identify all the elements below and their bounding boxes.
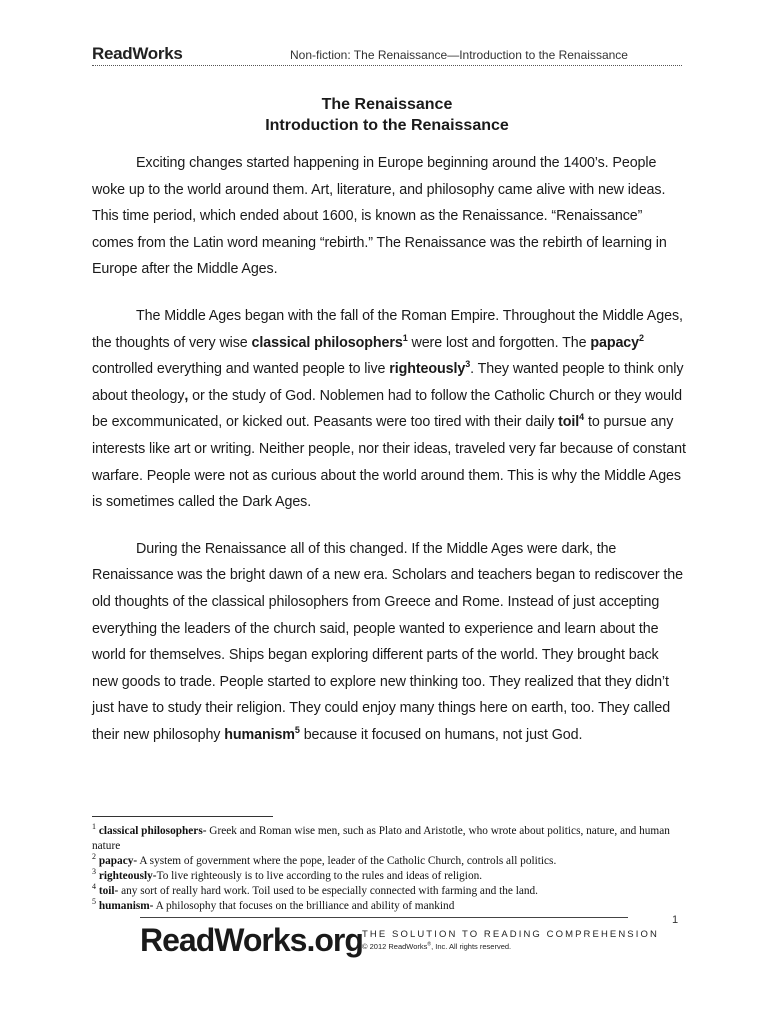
title-block bbox=[92, 94, 682, 136]
footnote-rule bbox=[92, 816, 273, 817]
footnotes bbox=[92, 824, 692, 914]
footer-rule bbox=[140, 917, 628, 918]
footnote-text: any sort of really hard work. Toil used to be especially connected with farming and the land. bbox=[118, 885, 538, 897]
glossary-term: , bbox=[184, 387, 189, 404]
paragraph-text: because it focused on humans, not just God. bbox=[299, 726, 583, 743]
paragraph-text: During the Renaissance all of this changed. If the Middle Ages were dark, the Renaissance was the bright dawn of a new era. Scholars and teachers began to rediscover the old thoughts of the classical philosophers from Greece and Rome. Instead of just accepting everything the leaders of the church said, people wanted to experience and learn about the world for themselves. Ships began exploring different parts of the world. They brought back new goods to trade. People started to explore new thinking too. They realized that they didn’t just have to study their religion. They could enjoy many things here on earth, too. They called their new philosophy bbox=[92, 540, 683, 743]
footnote bbox=[92, 899, 692, 914]
running-title: Non-fiction: The Renaissance—Introduction to the Renaissance bbox=[290, 48, 628, 62]
readworks-org-logo: ReadWorks.org bbox=[140, 922, 363, 958]
header-rule bbox=[92, 65, 682, 66]
footnote-text: A system of government where the pope, leader of the Catholic Church, controls all politics. bbox=[137, 855, 557, 867]
footnote bbox=[92, 884, 692, 899]
footnote-text: To live righteously is to live according to the rules and ideas of religion. bbox=[156, 870, 483, 882]
paragraph-text: were lost and forgotten. The bbox=[407, 334, 591, 351]
paragraph bbox=[92, 536, 686, 749]
footnote-number: 5 bbox=[92, 897, 96, 907]
glossary-term: classical philosophers bbox=[251, 334, 403, 351]
paragraph bbox=[92, 303, 686, 516]
footnote-number: 4 bbox=[92, 882, 96, 892]
glossary-term: humanism bbox=[224, 726, 295, 743]
registered-mark: ® bbox=[427, 941, 432, 948]
article-title: The Renaissance bbox=[321, 96, 453, 113]
paragraph bbox=[92, 150, 686, 283]
footnote-number: 3 bbox=[92, 867, 96, 877]
footnote-term: humanism- bbox=[98, 900, 154, 912]
footnote bbox=[92, 824, 692, 854]
glossary-term: papacy bbox=[590, 334, 639, 351]
footnote-number: 2 bbox=[92, 852, 96, 862]
paragraph-text: to pursue any interests like art or writing. Neither people, nor their ideas, traveled very far because of constant warfare. People were not as curious about the world around them. This is why the Middle Ages is sometimes called the Dark Ages. bbox=[92, 414, 686, 511]
paragraph-text: . They wanted people to think only about theology bbox=[92, 361, 684, 404]
readworks-logo: ReadWorks bbox=[92, 44, 183, 63]
footnote-term: classical philosophers- bbox=[98, 825, 207, 837]
paragraph-text: controlled everything and wanted people to live bbox=[92, 361, 390, 378]
copyright bbox=[362, 942, 511, 951]
footnote-term: toil- bbox=[98, 885, 119, 897]
footnote-term: papacy- bbox=[98, 855, 138, 867]
footnote-term: righteously- bbox=[98, 870, 157, 882]
footnote-ref: 2 bbox=[639, 332, 644, 343]
paragraph-text: The Middle Ages began with the fall of the Roman Empire. Throughout the Middle Ages, the thoughts of very wise bbox=[92, 307, 683, 351]
footnote-number: 1 bbox=[92, 822, 96, 832]
footnote bbox=[92, 854, 692, 869]
footnote bbox=[92, 869, 692, 884]
article-body bbox=[92, 150, 686, 768]
footnote-ref: 1 bbox=[402, 332, 408, 343]
copyright-prefix: © 2012 ReadWorks bbox=[362, 942, 428, 951]
footer-tagline: THE SOLUTION TO READING COMPREHENSION bbox=[362, 929, 659, 940]
footnote-ref: 3 bbox=[465, 359, 471, 370]
paragraph-text: or the study of God. Noblemen had to follow the Catholic Church or they would be excommunicated, or kicked out. Peasants were too tired with their daily bbox=[92, 387, 682, 431]
glossary-term: toil bbox=[558, 414, 580, 431]
footnote-ref: 5 bbox=[294, 725, 300, 736]
article-subtitle: Introduction to the Renaissance bbox=[265, 117, 509, 134]
paragraph-text: Exciting changes started happening in Europe beginning around the 1400’s. People woke up to the world around them. Art, literature, and philosophy came alive with new ideas. This time period, which ended about 1600, is known as the Renaissance. “Renaissance” comes from the Latin word meaning “rebirth.” The Renaissance was the rebirth of learning in Europe after the Middle Ages. bbox=[92, 155, 667, 278]
footnote-ref: 4 bbox=[579, 412, 585, 423]
footnote-text: Greek and Roman wise men, such as Plato and Aristotle, who wrote about politics, nature, and human nature bbox=[92, 825, 670, 852]
glossary-term: righteously bbox=[389, 361, 466, 378]
footnote-text: A philosophy that focuses on the brilliance and ability of mankind bbox=[153, 900, 455, 912]
copyright-suffix: , Inc. All rights reserved. bbox=[431, 942, 512, 951]
page-number: 1 bbox=[672, 914, 679, 926]
page-header bbox=[92, 44, 682, 66]
